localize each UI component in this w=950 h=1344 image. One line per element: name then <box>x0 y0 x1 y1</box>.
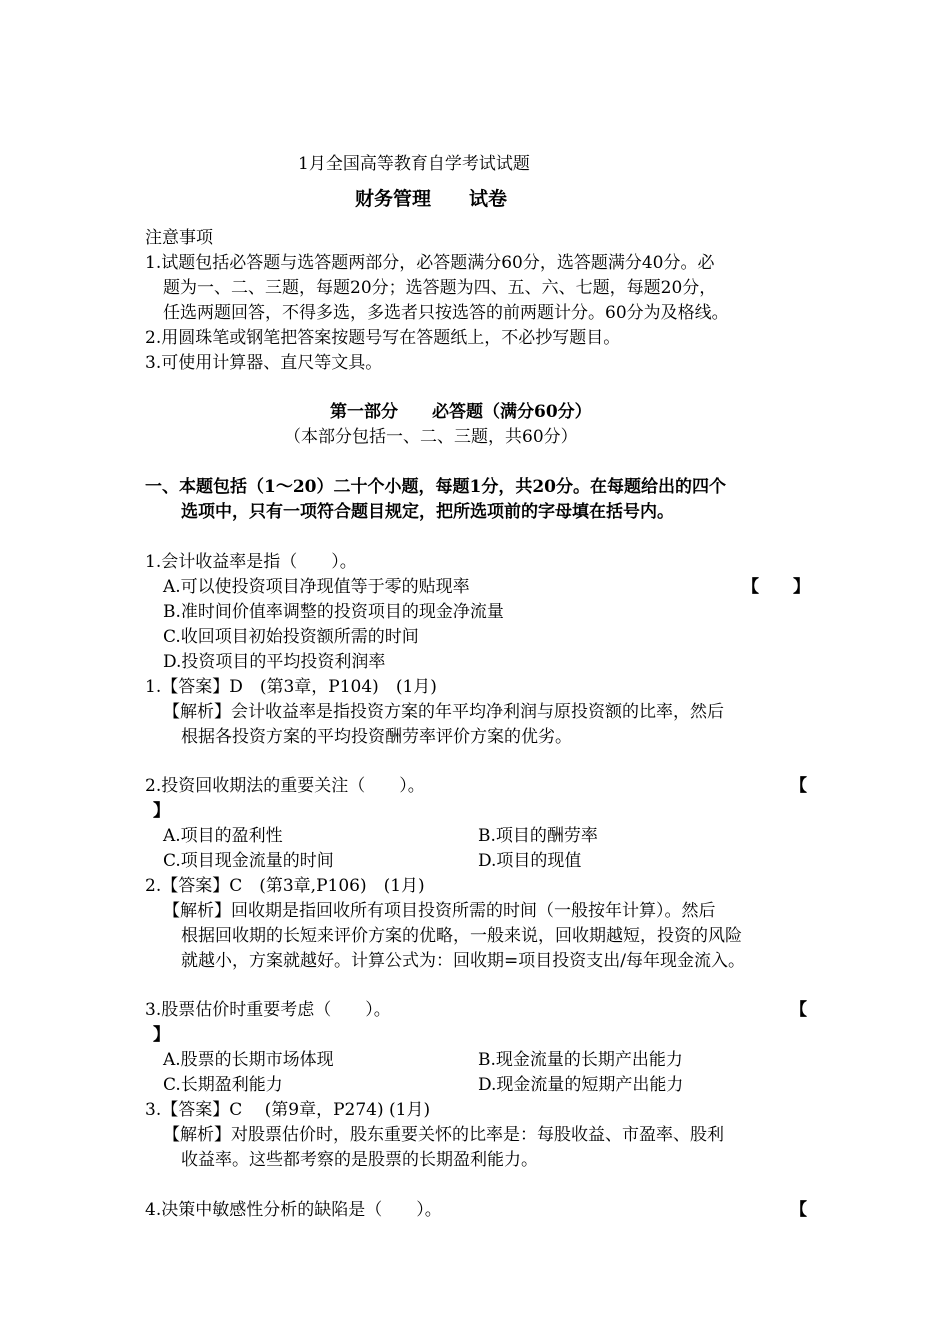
section-instruction: 选项中，只有一项符合题目规定，把所选项前的字母填在括号内。 <box>181 502 674 522</box>
question-option: C.项目现金流量的时间 <box>163 851 334 871</box>
notice-line: 2.用圆珠笔或钢笔把答案按题号写在答题纸上，不必抄写题目。 <box>145 328 621 348</box>
question-analysis: 【解析】回收期是指回收所有项目投资所需的时间（一般按年计算）。然后 <box>163 901 716 921</box>
answer-bracket-right: 】 <box>153 801 170 821</box>
question-analysis: 收益率。这些都考察的是股票的长期盈利能力。 <box>181 1150 538 1170</box>
notice-line: 任选两题回答，不得多选，多选者只按选答的前两题计分。60分为及格线。 <box>163 303 729 323</box>
section-instruction: 一、本题包括（1～20）二十个小题，每题1分，共20分。在每题给出的四个 <box>145 477 726 497</box>
answer-bracket-left: 【 <box>790 1000 807 1020</box>
answer-bracket-left: 【 <box>790 1200 807 1220</box>
question-option: A.可以使投资项目净现值等于零的贴现率 <box>163 577 470 597</box>
notice-line: 3.可使用计算器、直尺等文具。 <box>145 353 383 373</box>
question-stem: 1.会计收益率是指（ ）。 <box>145 552 357 572</box>
question-option: C.收回项目初始投资额所需的时间 <box>163 627 419 647</box>
notice-line: 题为一、二、三题，每题20分；选答题为四、五、六、七题，每题20分， <box>163 278 717 298</box>
answer-bracket: 【 】 <box>742 577 810 597</box>
question-analysis: 根据回收期的长短来评价方案的优略，一般来说，回收期越短，投资的风险 <box>181 926 742 946</box>
question-option: A.股票的长期市场体现 <box>163 1050 334 1070</box>
question-stem: 4.决策中敏感性分析的缺陷是（ ）。 <box>145 1200 442 1220</box>
question-option: D.投资项目的平均投资利润率 <box>163 652 386 672</box>
question-stem: 3.股票估价时重要考虑（ ）。 <box>145 1000 391 1020</box>
question-option: D.现金流量的短期产出能力 <box>478 1075 684 1095</box>
question-analysis: 【解析】会计收益率是指投资方案的年平均净利润与原投资额的比率，然后 <box>163 702 724 722</box>
answer-bracket-right: 】 <box>153 1025 170 1045</box>
answer-bracket-left: 【 <box>790 776 807 796</box>
part-title: 第一部分 必答题（满分60分） <box>330 402 592 422</box>
question-option: B.项目的酬劳率 <box>478 826 598 846</box>
question-option: D.项目的现值 <box>478 851 582 871</box>
question-option: C.长期盈利能力 <box>163 1075 283 1095</box>
question-answer: 2.【答案】C (第3章,P106) (1月) <box>145 876 425 896</box>
notice-heading: 注意事项 <box>145 228 213 248</box>
question-analysis: 根据各投资方案的平均投资酬劳率评价方案的优劣。 <box>181 727 572 747</box>
question-option: A.项目的盈利性 <box>163 826 283 846</box>
question-option: B.准时间价值率调整的投资项目的现金净流量 <box>163 602 504 622</box>
question-analysis: 就越小，方案就越好。计算公式为：回收期=项目投资支出/每年现金流入。 <box>181 951 745 971</box>
question-answer: 3.【答案】C (第9章，P274) (1月) <box>145 1100 431 1120</box>
exam-title: 1月全国高等教育自学考试试题 <box>298 154 530 174</box>
question-stem: 2.投资回收期法的重要关注（ ）。 <box>145 776 425 796</box>
question-analysis: 【解析】对股票估价时，股东重要关怀的比率是：每股收益、市盈率、股利 <box>163 1125 724 1145</box>
part-subtitle: （本部分包括一、二、三题，共60分） <box>284 427 578 447</box>
question-option: B.现金流量的长期产出能力 <box>478 1050 683 1070</box>
exam-subject: 财务管理 试卷 <box>355 188 508 210</box>
question-answer: 1.【答案】D (第3章，P104) (1月) <box>145 677 437 697</box>
notice-line: 1.试题包括必答题与选答题两部分，必答题满分60分，选答题满分40分。必 <box>145 253 715 273</box>
